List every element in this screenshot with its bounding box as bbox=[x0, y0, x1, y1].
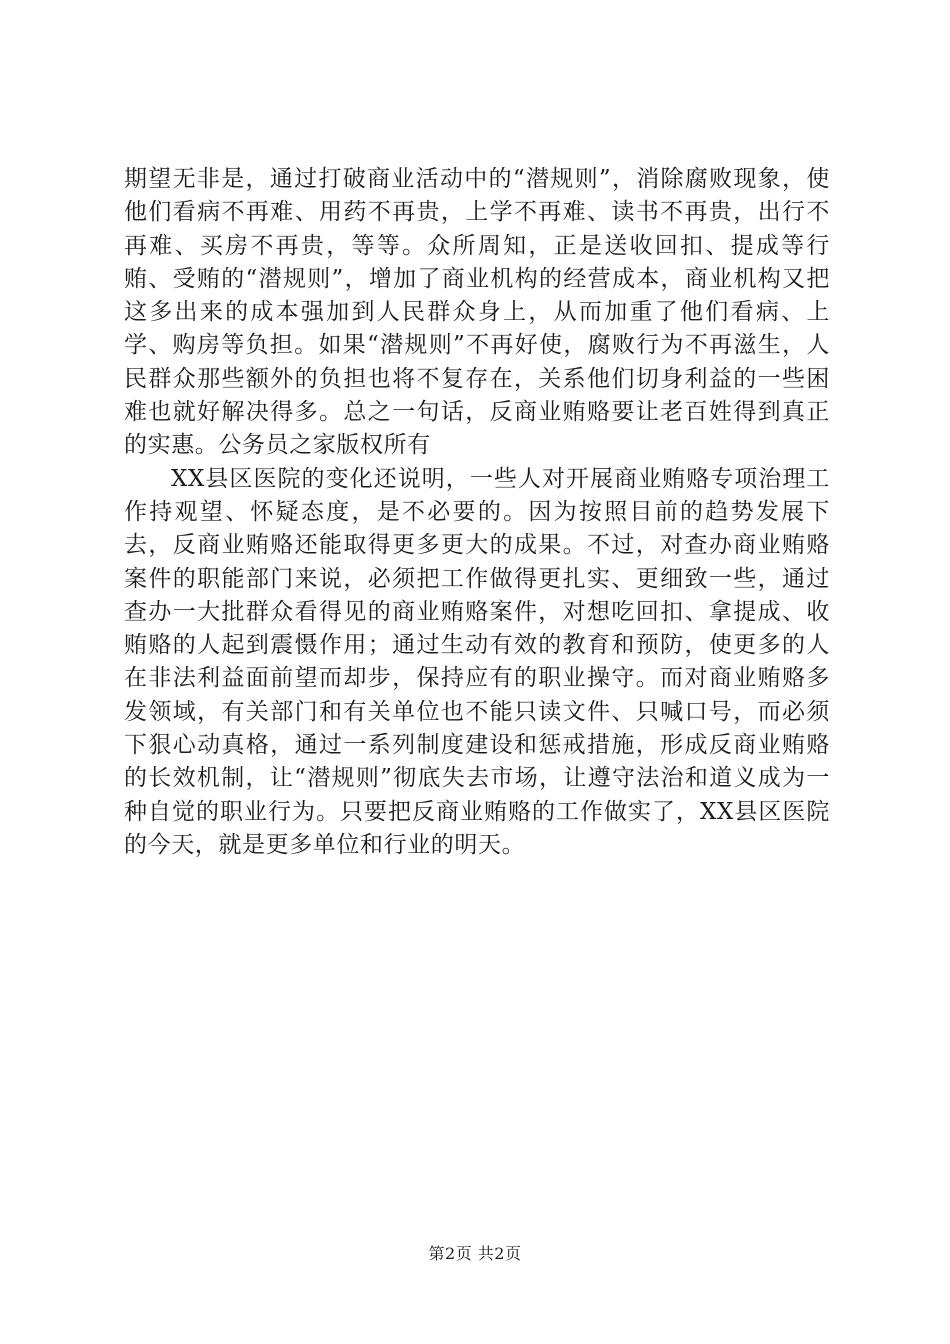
page-number-footer: 第2页 共2页 bbox=[428, 1244, 522, 1263]
document-body bbox=[124, 163, 830, 862]
paragraph-continuation: 期望无非是，通过打破商业活动中的“潜规则”，消除腐败现象，使他们看病不再难、用药不再贵，上学不再难、读书不再贵，出行不再难、买房不再贵，等等。众所周知，正是送收回扣、提成等行贿、受贿的“潜规则”，增加了商业机构的经营成本，商业机构又把这多出来的成本强加到人民群众身上，从而加重了他们看病、上学、购房等负担。如果“潜规则”不再好使，腐败行为不再滋生，人民群众那些额外的负担也将不复存在，关系他们切身利益的一些困难也就好解决得多。总之一句话，反商业贿赂要让老百姓得到真正的实惠。公务员之家版权所有 bbox=[124, 166, 830, 459]
paragraph-hospital-change: XX县区医院的变化还说明，一些人对开展商业贿赂专项治理工作持观望、怀疑态度，是不必要的。因为按照目前的趋势发展下去，反商业贿赂还能取得更多更大的成果。不过，对查办商业贿赂案件的职能部门来说，必须把工作做得更扎实、更细致一些，通过查办一大批群众看得见的商业贿赂案件，对想吃回扣、拿提成、收贿赂的人起到震慑作用；通过生动有效的教育和预防，使更多的人在非法利益面前望而却步，保持应有的职业操守。而对商业贿赂多发领域，有关部门和有关单位也不能只读文件、只喊口号，而必须下狠心动真格，通过一系列制度建设和惩戒措施，形成反商业贿赂的长效机制，让“潜规则”彻底失去市场，让遵守法治和道义成为一种自觉的职业行为。只要把反商业贿赂的工作做实了，XX县区医院的今天，就是更多单位和行业的明天。 bbox=[124, 465, 830, 858]
